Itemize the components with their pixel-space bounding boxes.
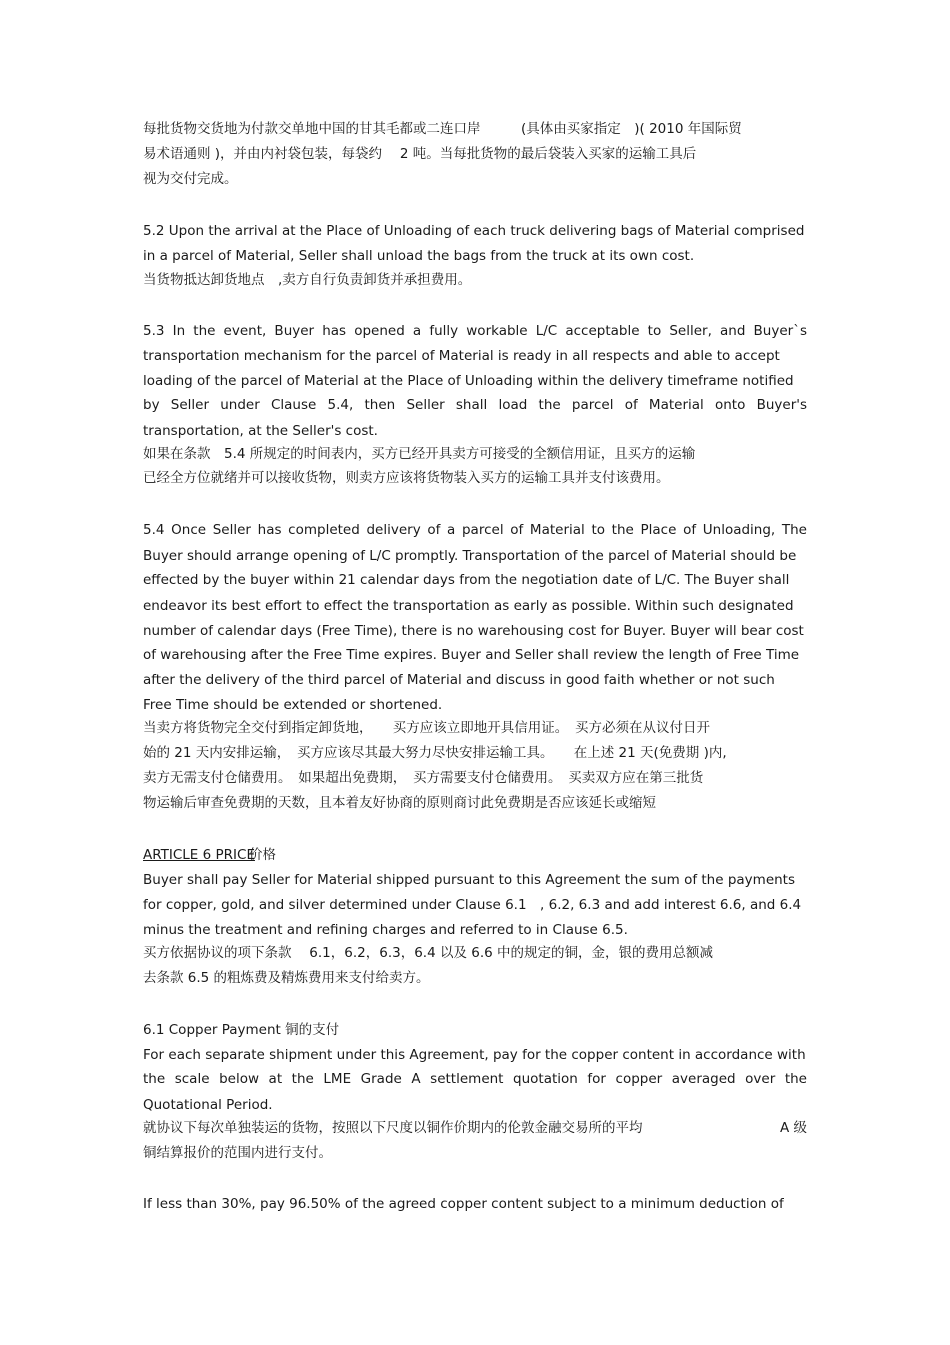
p5-1-line-3: 视为交付完成。 <box>143 171 238 187</box>
p5-4-line-12: 物运输后审查免费期的天数，且本着友好协商的原则商讨此免费期是否应该延长或缩短 <box>143 795 656 811</box>
p5-4-line-10: 始的 21 天内安排运输， 买方应该尽其最大努力尽快安排运输工具。 在上述 21 天(免费期 )内, <box>143 745 727 761</box>
p5-2-line-1: 5.2 Upon the arrival at the Place of Unloading of each truck delivering bags of Material comprised <box>143 223 805 239</box>
article-6-line-5: 去条款 6.5 的粗炼费及精炼费用来支付给卖方。 <box>143 970 430 986</box>
p6-1-line-6: If less than 30%, pay 96.50% of the agreed copper content subject to a minimum deduction of <box>143 1196 784 1212</box>
p5-4-line-7: after the delivery of the third parcel of Material and discuss in good faith whether or not such <box>143 672 775 688</box>
p5-3-line-5: transportation, at the Seller's cost. <box>143 423 378 439</box>
p5-4-line-5: number of calendar days (Free Time), there is no warehousing cost for Buyer. Buyer will bear cost <box>143 623 804 639</box>
article-6-heading <box>143 846 276 864</box>
p6-1-line-5: 铜结算报价的范围内进行支付。 <box>143 1145 332 1161</box>
p5-4-line-11: 卖方无需支付仓储费用。 如果超出免费期， 买方需要支付仓储费用。 买卖双方应在第三批货 <box>143 770 704 786</box>
article-6-line-1: Buyer shall pay Seller for Material shipped pursuant to this Agreement the sum of the payments <box>143 872 796 888</box>
p5-4-line-4: endeavor its best effort to effect the transportation as early as possible. Within such designated <box>143 598 794 614</box>
p6-1-line-4 <box>143 1119 807 1137</box>
p6-1-line-2: the scale below at the LME Grade A settlement quotation for copper averaged over the <box>143 1071 807 1087</box>
article-6-heading-en: ARTICLE 6 PRICE <box>143 847 255 863</box>
p5-3-line-1: 5.3 In the event, Buyer has opened a fully workable L/C acceptable to Seller, and Buyer`s <box>143 323 807 339</box>
p5-3-line-4: by Seller under Clause 5.4, then Seller shall load the parcel of Material onto Buyer's <box>143 397 807 413</box>
copper-payment-heading: 6.1 Copper Payment 铜的支付 <box>143 1022 340 1038</box>
p5-1-line-1: 每批货物交货地为付款交单地中国的甘其毛都或二连口岸 (具体由买家指定 )( 2010 年国际贸 <box>143 121 742 137</box>
p5-4-line-1: 5.4 Once Seller has completed delivery of a parcel of Material to the Place of Unloading, The <box>143 522 807 538</box>
p5-3-line-3: loading of the parcel of Material at the Place of Unloading within the delivery timeframe notified <box>143 373 794 389</box>
p5-4-line-2: Buyer should arrange opening of L/C promptly. Transportation of the parcel of Material should be <box>143 548 797 564</box>
p5-2-line-2: in a parcel of Material, Seller shall unload the bags from the truck at its own cost. <box>143 248 695 264</box>
p5-3-line-6: 如果在条款 5.4 所规定的时间表内，买方已经开具卖方可接受的全额信用证，且买方的运输 <box>143 446 696 462</box>
p6-1-line-3: Quotational Period. <box>143 1097 273 1113</box>
p6-1-line-4-grade: A 级 <box>779 1120 807 1136</box>
p6-1-line-1: For each separate shipment under this Agreement, pay for the copper content in accordance with <box>143 1047 806 1063</box>
article-6-heading-cn: 价格 <box>248 847 276 863</box>
p6-1-line-4-text: 就协议下每次单独装运的货物，按照以下尺度以铜作价期内的伦敦金融交易所的平均 <box>143 1120 643 1136</box>
p5-1-line-2: 易术语通则 )，并由内衬袋包装，每袋约 2 吨。当每批货物的最后袋装入买家的运输工具后 <box>143 146 697 162</box>
p5-3-line-2: transportation mechanism for the parcel of Material is ready in all respects and able to accept <box>143 348 780 364</box>
p5-4-line-3: effected by the buyer within 21 calendar days from the negotiation date of L/C. The Buyer shall <box>143 572 790 588</box>
p5-2-line-3: 当货物抵达卸货地点 ,卖方自行负责卸货并承担费用。 <box>143 272 472 288</box>
p5-4-line-9: 当卖方将货物完全交付到指定卸货地， 买方应该立即地开具信用证。 买方必须在从议付日开 <box>143 720 710 736</box>
p5-4-line-8: Free Time should be extended or shortened. <box>143 697 443 713</box>
p5-3-line-7: 已经全方位就绪并可以接收货物，则卖方应该将货物装入买方的运输工具并支付该费用。 <box>143 470 670 486</box>
article-6-line-4: 买方依据协议的项下条款 6.1，6.2，6.3，6.4 以及 6.6 中的规定的铜，金，银的费用总额减 <box>143 945 714 961</box>
p5-4-line-6: of warehousing after the Free Time expires. Buyer and Seller shall review the length of Free Time <box>143 647 800 663</box>
article-6-line-3: minus the treatment and refining charges and referred to in Clause 6.5. <box>143 922 628 938</box>
article-6-line-2: for copper, gold, and silver determined under Clause 6.1 , 6.2, 6.3 and add interest 6.6, and 6.4 <box>143 897 802 913</box>
